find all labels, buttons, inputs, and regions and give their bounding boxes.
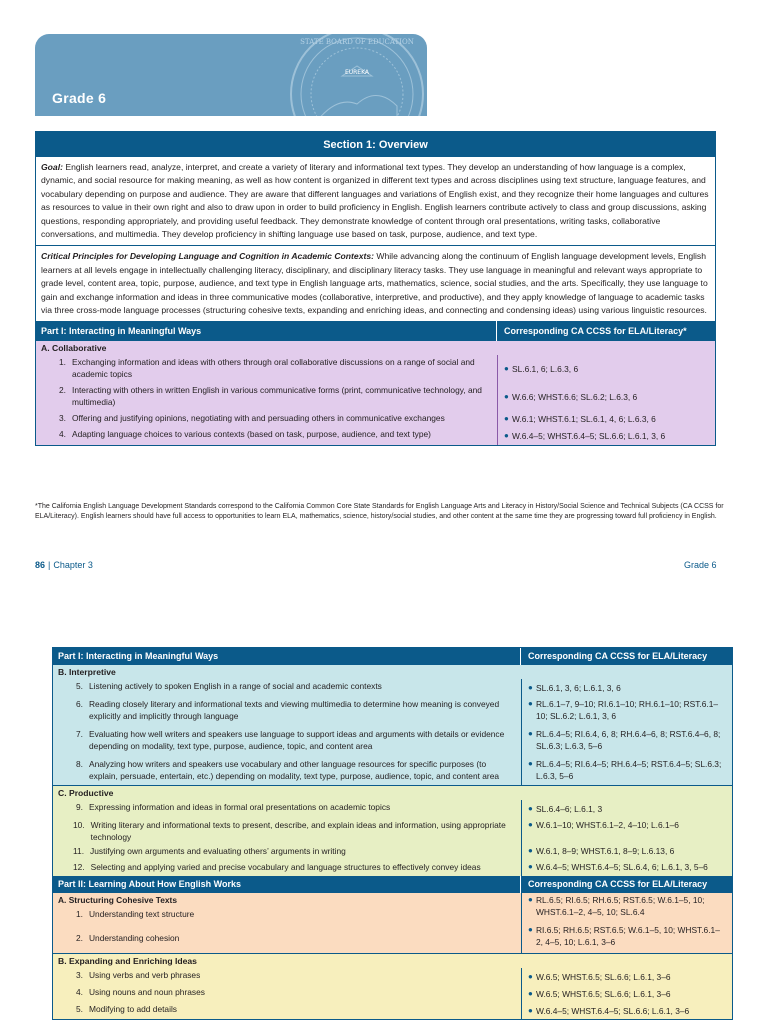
row-number: 6.: [76, 699, 83, 709]
bullet-icon: ●: [528, 862, 533, 871]
table-header: [53, 648, 732, 665]
bullet-icon: ●: [528, 971, 533, 981]
row-text: Exchanging information and ideas with others through oral collaborative discussions on a range of social and academic topics: [72, 357, 475, 380]
row-number: 7.: [76, 729, 83, 739]
row-number: 9.: [76, 802, 83, 812]
group-label: B. Interpretive: [58, 667, 116, 677]
row-standards: RL.6.4–5; RI.6.4–5; RH.6.4–5; RST.6.4–5; SL.6.3; L.6.3, 5–6: [536, 759, 722, 781]
svg-text:STATE BOARD OF EDUCATION: STATE BOARD OF EDUCATION: [300, 38, 414, 46]
row-text: Evaluating how well writers and speakers use language to support ideas and arguments with details or evidence depending on modality, text type, purpose, audience, topic, and content area: [89, 729, 505, 751]
row-standards: W.6.5; WHST.6.5; SL.6.6; L.6.1, 3–6: [536, 988, 671, 999]
row-standards: W.6.4–5; WHST.6.4–5; SL.6.6; L.6.1, 3, 6: [512, 431, 666, 442]
row-standards: W.6.1–10; WHST.6.1–2, 4–10; L.6.1–6: [536, 820, 679, 830]
row-standards: W.6.5; WHST.6.5; SL.6.6; L.6.1, 3–6: [536, 971, 671, 982]
table-row: [53, 844, 732, 860]
table-row: [53, 727, 732, 757]
row-text: Modifying to add details: [89, 1004, 177, 1014]
bullet-icon: ●: [528, 683, 533, 692]
row-number: 12.: [73, 862, 85, 872]
bullet-icon: ●: [528, 1005, 533, 1015]
row-text: Adapting language choices to various contexts (based on task, purpose, audience, and text type): [72, 429, 431, 440]
footnote: *The California English Language Development Standards correspond to the California Common Core State Standards for English Language Arts and Literacy in History/Social Science and Technical Subjects (CA CCSS for ELA/Literacy). English learners should have full access to opportunities to learn ELA, mathematics, science, history/social studies, and other content at the same time they are progressing toward full proficiency in English.: [35, 503, 724, 520]
row-text: Listening actively to spoken English in a range of social and academic contexts: [89, 681, 382, 691]
row-standards: W.6.4–5; WHST.6.4–5; SL.6.6; L.6.1, 3–6: [536, 1005, 690, 1016]
table-row: [53, 893, 732, 923]
bullet-icon: ●: [528, 759, 533, 768]
table-row: [53, 985, 732, 1002]
bullet-icon: ●: [528, 729, 533, 738]
table-header: [36, 321, 715, 341]
table-row: [53, 818, 732, 844]
state-seal-icon: [287, 34, 427, 116]
row-standards: RI.6.5; RH.6.5; RST.6.5; W.6.1–5, 10; WHST.6.1–2, 4–5, 10; L.6.1, 3–6: [536, 925, 720, 947]
bullet-icon: ●: [528, 820, 533, 829]
table-header-part2: [53, 876, 732, 893]
interpretive-group: [53, 665, 732, 785]
row-standards: SL.6.1, 3, 6; L.6.1, 3, 6: [536, 683, 621, 693]
row-standards: SL.6.1, 6; L.6.3, 6: [512, 364, 579, 375]
table-row: [53, 860, 732, 876]
table-header-right: Corresponding CA CCSS for ELA/Literacy*: [497, 321, 715, 341]
group-label: A. Structuring Cohesive Texts: [58, 895, 177, 905]
section-title: Section 1: Overview: [36, 132, 715, 157]
footer-grade: Grade 6: [684, 560, 717, 570]
row-standards: RL.6.5; RI.6.5; RH.6.5; RST.6.5; W.6.1–5, 10; WHST.6.1–2, 4–5, 10; SL.6.4: [536, 895, 705, 917]
bullet-icon: ●: [504, 364, 509, 374]
table-header-left: Part I: Interacting in Meaningful Ways: [53, 648, 521, 665]
table-row: [36, 411, 715, 427]
row-number: 1.: [59, 357, 66, 368]
row-number: 8.: [76, 759, 83, 769]
row-standards: W.6.1; WHST.6.1; SL.6.1, 4, 6; L.6.3, 6: [512, 414, 656, 425]
table-row: [53, 679, 732, 697]
bullet-icon: ●: [528, 846, 533, 855]
row-standards: W.6.1, 8–9; WHST.6.1, 8–9; L.6.13, 6: [536, 846, 675, 856]
row-standards: SL.6.4–6; L.6.1, 3: [536, 804, 603, 814]
table-row: [36, 383, 715, 411]
bullet-icon: ●: [528, 895, 533, 904]
standards-table: [52, 647, 733, 1020]
table-header-left: Part I: Interacting in Meaningful Ways: [36, 321, 497, 341]
goal-lead: Goal:: [41, 162, 63, 172]
goal-paragraph: [36, 157, 715, 245]
table-row: [53, 968, 732, 985]
grade-title: Grade 6: [52, 90, 107, 106]
bullet-icon: ●: [504, 392, 509, 402]
row-text: Writing literary and informational texts to present, describe, and explain ideas and information, using appropriate technology: [90, 820, 506, 842]
row-number: 4.: [59, 429, 66, 440]
grade-banner: [35, 34, 427, 116]
bullet-icon: ●: [504, 431, 509, 441]
chapter-label: Chapter 3: [53, 560, 93, 570]
table-row: [36, 427, 715, 445]
collaborative-group: [36, 341, 715, 445]
row-text: Understanding text structure: [89, 909, 195, 919]
table-row: [36, 355, 715, 383]
group-label: C. Productive: [58, 788, 114, 798]
section-overview: [35, 131, 716, 446]
table-row: [53, 697, 732, 727]
row-text: Offering and justifying opinions, negotiating with and persuading others in communicative exchanges: [72, 413, 445, 424]
svg-text:EUREKA: EUREKA: [344, 69, 370, 76]
row-number: 5.: [76, 1004, 83, 1014]
principles-paragraph: [36, 245, 715, 321]
row-number: 3.: [59, 413, 66, 424]
principles-text: While advancing along the continuum of English language development levels, English learners at all levels engage in intellectually challenging literacy, disciplinary, and disciplinary literacy tasks. They use language in meaningful and relevant ways appropriate to grade level, content area, topic, purpose, audience, and text type in English language arts, mathematics, science, social studies, and the arts. Specifically, they use language to gain and exchange information and ideas in three communicative modes (collaborative, interpretive, and productive), and they apply knowledge of language to academic tasks via three cross-mode language processes (structuring cohesive texts, expanding and enriching ideas, and connecting and condensing ideas) using various linguistic resources.: [41, 251, 708, 316]
table-header-right: Corresponding CA CCSS for ELA/Literacy: [521, 876, 732, 893]
row-number: 1.: [76, 909, 83, 919]
row-number: 4.: [76, 987, 83, 997]
row-text: Reading closely literary and informational texts and viewing multimedia to determine how meaning is conveyed explicitly and implicitly through language: [89, 699, 500, 721]
group-label: A. Collaborative: [41, 343, 107, 354]
table-row: [53, 923, 732, 953]
group-label: B. Expanding and Enriching Ideas: [58, 956, 197, 966]
page-number: 86: [35, 560, 46, 570]
row-number: 2.: [59, 385, 66, 396]
row-number: 2.: [76, 933, 83, 943]
row-standards: W.6.6; WHST.6.6; SL.6.2; L.6.3, 6: [512, 392, 638, 403]
bullet-icon: ●: [528, 925, 533, 934]
row-text: Justifying own arguments and evaluating others’ arguments in writing: [90, 846, 346, 856]
row-text: Using verbs and verb phrases: [89, 970, 201, 980]
table-row: [53, 757, 732, 785]
row-standards: RL.6.1–7, 9–10; RI.6.1–10; RH.6.1–10; RST.6.1–10; SL.6.2; L.6.1, 3, 6: [536, 699, 719, 721]
table-header-left: Part II: Learning About How English Works: [53, 876, 521, 893]
row-text: Analyzing how writers and speakers use vocabulary and other language resources for specific purposes (to explain, persuade, entertain, etc.) depending on modality, text type, purpose, audience, topic, and content area: [89, 759, 500, 781]
row-text: Selecting and applying varied and precise vocabulary and language structures to effectively convey ideas: [90, 862, 481, 872]
row-text: Expressing information and ideas in formal oral presentations on academic topics: [89, 802, 391, 812]
cohesive-group: [53, 893, 732, 953]
page-footer: [35, 560, 93, 570]
productive-group: [53, 785, 732, 876]
table-header-right: Corresponding CA CCSS for ELA/Literacy: [521, 648, 732, 665]
row-standards: RL.6.4–5; RI.6.4, 6, 8; RH.6.4–6, 8; RST.6.4–6, 8; SL.6.3; L.6.3, 5–6: [536, 729, 721, 751]
table-row: [53, 1002, 732, 1019]
row-text: Using nouns and noun phrases: [89, 987, 205, 997]
row-number: 5.: [76, 681, 83, 691]
row-standards: W.6.4–5; WHST.6.4–5; SL.6.4, 6; L.6.1, 3, 5–6: [536, 862, 708, 872]
row-text: Understanding cohesion: [89, 933, 180, 943]
bullet-icon: ●: [528, 804, 533, 813]
table-row: [53, 800, 732, 818]
row-text: Interacting with others in written English in various communicative forms (print, communicative technology, and multimedia): [72, 385, 482, 408]
row-number: 10.: [73, 820, 85, 830]
footer-separator: |: [48, 560, 51, 570]
row-number: 11.: [73, 846, 85, 856]
goal-text: English learners read, analyze, interpret, and create a variety of literary and informational text types. They develop an understanding of how language is a complex, dynamic, and social resource for making meaning, as well as how content is organized in different text types and across disciplines using text structure, language features, and vocabulary depending on purpose and audience. They are aware that different languages and variations of English exist, and they recognize their home languages and cultures as resources to value in their own right and also to draw upon in order to build proficiency in English. English learners contribute actively to class and group discussions, asking questions, responding appropriately, and providing useful feedback. They demonstrate knowledge of content through oral presentations, writing tasks, collaborative conversations, and multimedia. They develop proficiency in shifting language use based on task, purpose, audience, and text type.: [41, 162, 709, 240]
principles-lead: Critical Principles for Developing Language and Cognition in Academic Contexts:: [41, 251, 374, 262]
bullet-icon: ●: [504, 414, 509, 424]
expanding-group: [53, 953, 732, 1019]
bullet-icon: ●: [528, 988, 533, 998]
row-number: 3.: [76, 970, 83, 980]
bullet-icon: ●: [528, 699, 533, 708]
